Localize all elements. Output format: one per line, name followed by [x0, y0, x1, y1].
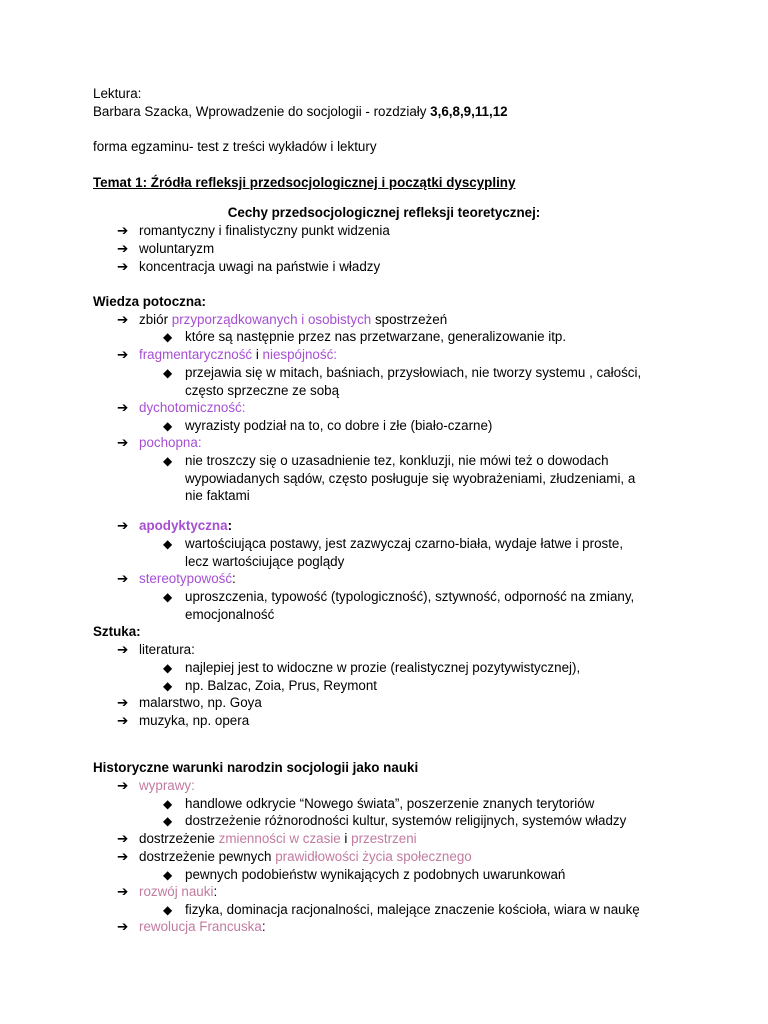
list-item: ➔ muzyka, np. opera	[117, 713, 250, 728]
wiedza-heading: Wiedza potoczna:	[93, 294, 206, 309]
sub-item-continuation: wypowiadanych sądów, często posługuje się wyobrażeniami, złudzeniami, a	[185, 471, 636, 486]
exam-form: forma egzaminu- test z treści wykładów i lektury	[93, 139, 377, 154]
diamond-bullet-icon: ◆	[163, 797, 173, 811]
sub-item: ◆ przejawia się w mitach, baśniach, przysłowiach, nie tworzy systemu , całości,	[163, 365, 642, 380]
sub-item-continuation: lecz wartościujące poglądy	[185, 554, 345, 569]
diamond-bullet-icon: ◆	[163, 868, 173, 882]
features-heading: Cechy przedsocjologicznej refleksji teoretycznej:	[227, 205, 541, 220]
arrow-icon: ➔	[117, 347, 129, 362]
sub-item: ◆ np. Balzac, Zoia, Prus, Reymont	[163, 678, 378, 693]
arrow-icon: ➔	[117, 435, 129, 450]
arrow-icon: ➔	[117, 884, 129, 899]
sub-item: ◆ pewnych podobieństw wynikających z podobnych uwarunkowań	[163, 867, 566, 882]
list-item: ➔ literatura:	[117, 642, 195, 657]
sub-item: ◆ które są następnie przez nas przetwarzane, generalizowanie itp.	[163, 329, 567, 344]
feature-item: ➔ koncentracja uwagi na państwie i władzy	[117, 259, 381, 274]
sub-item: ◆ handlowe odkrycie “Nowego świata”, poszerzenie znanych terytoriów	[163, 796, 595, 811]
arrow-icon: ➔	[117, 919, 129, 934]
arrow-icon: ➔	[117, 223, 129, 238]
arrow-icon: ➔	[117, 241, 129, 256]
hist-heading: Historyczne warunki narodzin socjologii jako nauki	[93, 760, 419, 775]
list-item: ➔ pochopna:	[117, 435, 202, 450]
arrow-icon: ➔	[117, 713, 129, 728]
diamond-bullet-icon: ◆	[163, 454, 173, 468]
sub-item-continuation: często sprzeczne ze sobą	[185, 383, 340, 398]
sub-item: ◆ nie troszczy się o uzasadnienie tez, konkluzji, nie mówi też o dowodach	[163, 453, 609, 468]
diamond-bullet-icon: ◆	[163, 419, 173, 433]
list-item: ➔ fragmentaryczność i niespójność:	[117, 347, 337, 362]
diamond-bullet-icon: ◆	[163, 903, 173, 917]
sub-item: ◆ wartościująca postawy, jest zazwyczaj czarno-biała, wydaje łatwe i proste,	[163, 536, 624, 551]
diamond-bullet-icon: ◆	[163, 679, 173, 693]
sub-item: ◆ wyrazisty podział na to, co dobre i złe (biało-czarne)	[163, 418, 493, 433]
sub-item: ◆ uproszczenia, typowość (typologiczność), sztywność, odporność na zmiany,	[163, 589, 635, 604]
sub-item-continuation: nie faktami	[185, 488, 250, 503]
lektura-label: Lektura:	[93, 86, 142, 101]
diamond-bullet-icon: ◆	[163, 814, 173, 828]
feature-item: ➔ woluntaryzm	[117, 241, 215, 256]
arrow-icon: ➔	[117, 518, 129, 533]
list-item: ➔ zbiór przyporządkowanych i osobistych spostrzeżeń	[117, 312, 448, 327]
sub-item: ◆ najlepiej jest to widoczne w prozie (realistycznej pozytywistycznej),	[163, 660, 581, 675]
topic-title: Temat 1: Źródła refleksji przedsocjologicznej i początki dyscypliny	[93, 175, 516, 190]
arrow-icon: ➔	[117, 695, 129, 710]
list-item: ➔ malarstwo, np. Goya	[117, 695, 262, 710]
diamond-bullet-icon: ◆	[163, 366, 173, 380]
list-item: ➔ rozwój nauki:	[117, 884, 218, 899]
list-item: ➔ rewolucja Francuska:	[117, 919, 266, 934]
diamond-bullet-icon: ◆	[163, 537, 173, 551]
list-item: ➔ dostrzeżenie pewnych prawidłowości życia społecznego	[117, 849, 472, 864]
list-item: ➔ apodyktyczna:	[117, 518, 233, 533]
list-item: ➔ dychotomiczność:	[117, 400, 246, 415]
diamond-bullet-icon: ◆	[163, 590, 173, 604]
sub-item: ◆ fizyka, dominacja racjonalności, malejące znaczenie kościoła, wiara w naukę	[163, 902, 640, 917]
diamond-bullet-icon: ◆	[163, 330, 173, 344]
sub-item-continuation: emocjonalność	[185, 607, 275, 622]
list-item: ➔ dostrzeżenie zmienności w czasie i przestrzeni	[117, 831, 417, 846]
arrow-icon: ➔	[117, 831, 129, 846]
list-item: ➔ stereotypowość:	[117, 571, 236, 586]
arrow-icon: ➔	[117, 400, 129, 415]
feature-item: ➔ romantyczny i finalistyczny punkt widzenia	[117, 223, 390, 238]
arrow-icon: ➔	[117, 778, 129, 793]
book-reference: Barbara Szacka, Wprowadzenie do socjologii - rozdziały 3,6,8,9,11,12	[93, 104, 508, 119]
diamond-bullet-icon: ◆	[163, 661, 173, 675]
list-item: ➔ wyprawy:	[117, 778, 195, 793]
arrow-icon: ➔	[117, 312, 129, 327]
sztuka-heading: Sztuka:	[93, 624, 141, 639]
arrow-icon: ➔	[117, 642, 129, 657]
sub-item: ◆ dostrzeżenie różnorodności kultur, systemów religijnych, systemów władzy	[163, 813, 627, 828]
arrow-icon: ➔	[117, 571, 129, 586]
arrow-icon: ➔	[117, 849, 129, 864]
arrow-icon: ➔	[117, 259, 129, 274]
